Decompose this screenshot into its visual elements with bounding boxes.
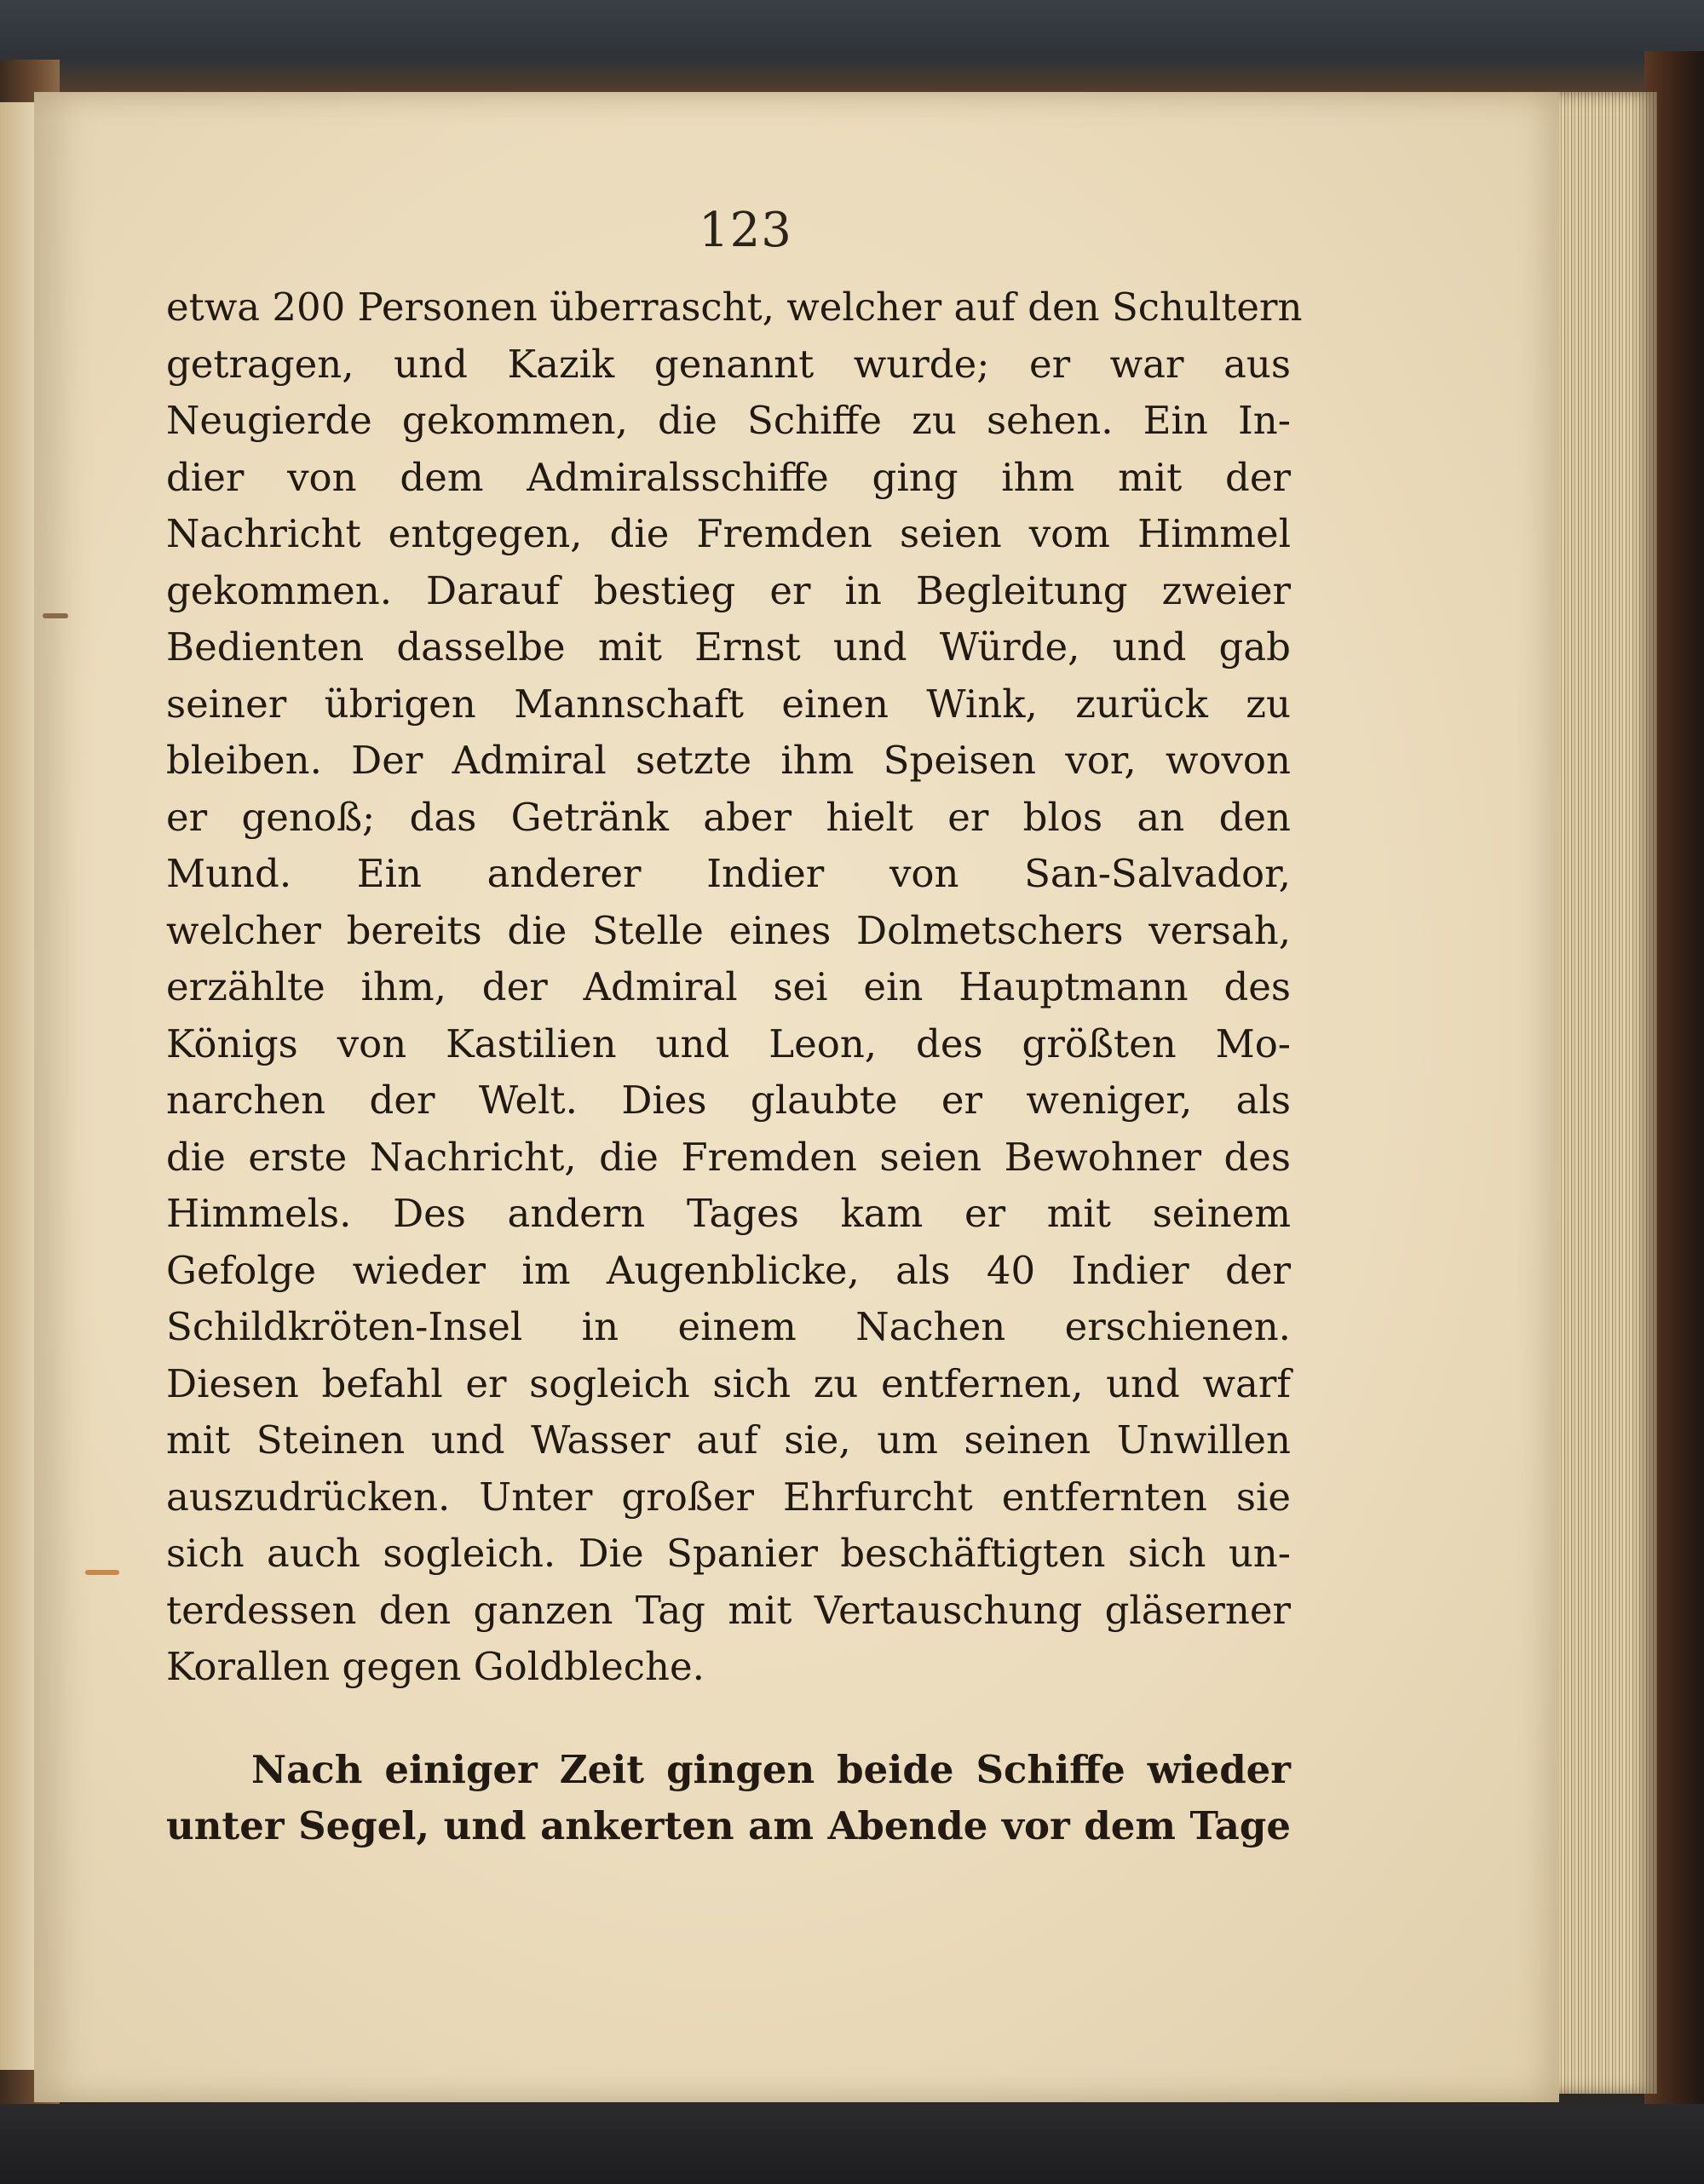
text-line: Korallen gegen Goldbleche. [166,1644,705,1689]
text-line: Neugierde gekommen, die Schiffe zu sehen. Ein In- [166,398,1291,443]
left-page-edge [0,102,38,2070]
text-line: Diesen befahl er sogleich sich zu entfernen, und warf [166,1360,1291,1406]
text-line: unter Segel, und ankerten am Abende vor dem Tage [166,1803,1291,1848]
paragraph-spacer [166,1696,1291,1742]
page-text [166,279,1303,1855]
text-line: seiner übrigen Mannschaft einen Wink, zurück zu [166,681,1291,727]
text-line: Nach einiger Zeit gingen beide Schiffe wieder [251,1746,1291,1792]
text-line: gekommen. Darauf bestieg er in Begleitung zweier [166,567,1291,613]
paragraph [166,1742,1291,1855]
text-line: sich auch sogleich. Die Spanier beschäftigten sich un- [166,1531,1291,1576]
text-line: welcher bereits die Stelle eines Dolmetschers versah, [166,907,1291,953]
text-line: terdessen den ganzen Tag mit Vertauschung gläserner [166,1587,1291,1633]
margin-mark [85,1570,119,1575]
text-line: Nachricht entgegen, die Fremden seien vom Himmel [166,511,1291,556]
text-line: Bedienten dasselbe mit Ernst und Würde, und gab [166,624,1291,670]
text-line: bleiben. Der Admiral setzte ihm Speisen vor, wovon [166,738,1291,783]
text-line: erzählte ihm, der Admiral sei ein Hauptmann des [166,964,1291,1009]
page-number: 123 [699,203,792,258]
text-line: dier von dem Admiralsschiffe ging ihm mit der [166,454,1291,500]
book-cover-top-edge [0,0,1704,98]
text-line: er genoß; das Getränk aber hielt er blos an den [166,794,1291,840]
text-line: Gefolge wieder im Augenblicke, als 40 Indier der [166,1247,1291,1293]
margin-mark [43,613,68,618]
text-line: die erste Nachricht, die Fremden seien Bewohner des [166,1134,1291,1180]
paragraph [166,279,1303,1696]
text-line: mit Steinen und Wasser auf sie, um seinen Unwillen [166,1417,1291,1463]
text-line: etwa 200 Personen überrascht, welcher auf den Schultern [166,284,1303,330]
text-line: Mund. Ein anderer Indier von San-Salvador, [166,851,1291,896]
text-line: Königs von Kastilien und Leon, des größten Mo- [166,1020,1291,1066]
text-line: getragen, und Kazik genannt wurde; er war aus [166,341,1291,387]
text-line: Schildkröten-Insel in einem Nachen erschienen. [166,1304,1291,1349]
book-page [34,92,1559,2102]
text-line: narchen der Welt. Dies glaubte er weniger, als [166,1078,1291,1123]
text-line: Himmels. Des andern Tages kam er mit seinem [166,1191,1291,1236]
book-cover-bottom-edge [0,2104,1704,2184]
text-line: auszudrücken. Unter großer Ehrfurcht entfernten sie [166,1474,1291,1520]
